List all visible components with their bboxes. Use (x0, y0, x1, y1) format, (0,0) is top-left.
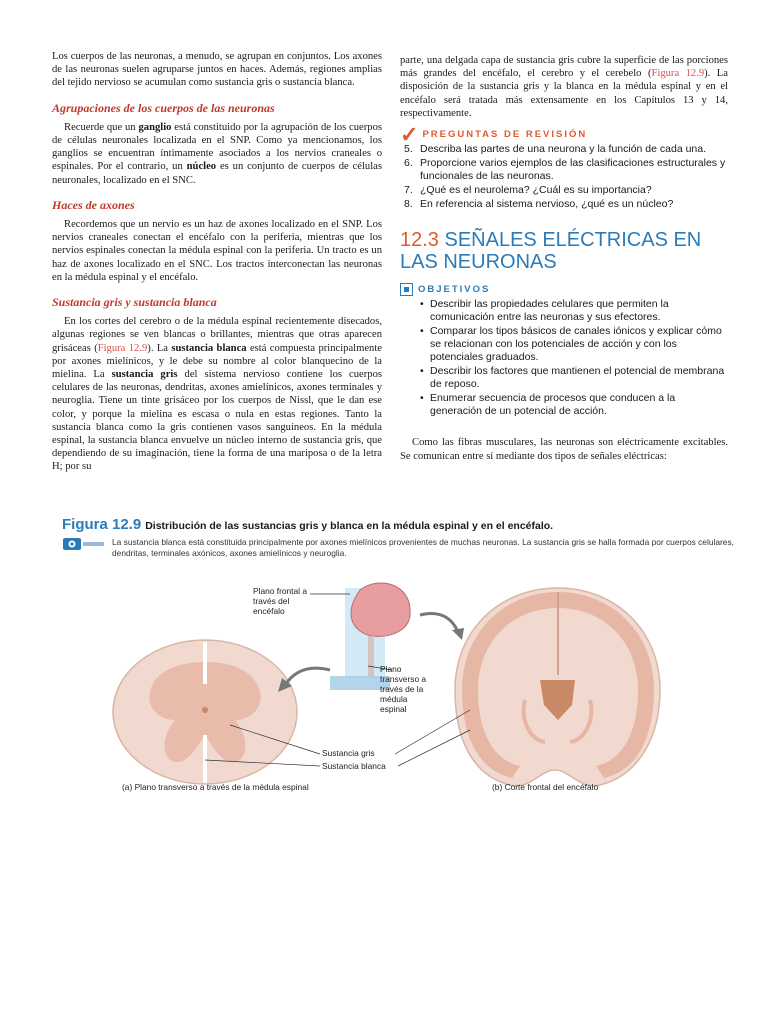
review-questions-heading: ✓ PREGUNTAS DE REVISIÓN (400, 122, 588, 148)
list-item: • Comparar los tipos básicos de canales iónicos y explicar cómo se relacionan con los potenciales de acción y con los potenciales graduados. (430, 325, 728, 364)
objectives-list (400, 298, 728, 418)
section-title: 12.3 SEÑALES ELÉCTRICAS EN LAS NEURONAS (400, 229, 702, 274)
list-item: Proporcione varios ejemplos de las clasificaciones estructurales y funcionales de las neuronas. (420, 157, 726, 183)
section-intro-paragraph: Como las fibras musculares, las neuronas son eléctricamente excitables. Se comunican entre sí mediante dos tipos de señales eléctricas: (400, 437, 728, 462)
section-heading-sustancia: Sustancia gris y sustancia blanca (52, 295, 217, 310)
arrow-to-spinal-cord-icon (285, 668, 330, 685)
label-gray-matter: Sustancia gris (322, 748, 375, 758)
section-heading-ganglios: Agrupaciones de los cuerpos de las neuronas (52, 100, 275, 115)
paragraph-haces: Recordemos que un nervio es un haz de axones localizado en el SNP. Los nervios craneales conectan el encéfalo con la periferia, mientras que los nervios espinales conectan la médula espinal con la periferia. Un tracto es un haz de axones localizado en el SNC. Los tractos interconectan las neuronas en la médula espinal y el encéfalo. (52, 219, 382, 283)
left-column (52, 50, 382, 482)
label-transverse-plane: Plano transverso a través de la médula espinal (380, 664, 427, 714)
figure-reference-link[interactable]: Figura 12.9 (651, 68, 705, 80)
label-frontal-plane: Plano frontal a través del encéfalo (253, 586, 308, 616)
figure-reference-link[interactable]: Figura 12.9 (97, 342, 148, 354)
paragraph-sustancia: En los cortes del cerebro o de la médula espinal recientemente disecados, algunas regiones se ven blancas o brillantes, mientras que otras aparecen grisáceas (Figura 12.9). La sustancia blanca está compuesta principalmente por axones mielínicos, y le debe su nombre al color blanquecino de la mielina. La sustancia gris del sistema nervioso contiene los cuerpos celulares de las neuronas, dendritas, axones amielínicos, axones terminales y neuroglia. Tiene un tinte grisáceo por los cuerpos de Nissl, que le dan ese color, y porque la mielina es escasa o nula en estas regiones. Tanto la sustancia blanca como la gris contienen vasos sanguíneos. En la médula espinal, la sustancia blanca envuelve un núcleo interno de sustancia gris, que dependiendo de su imaginación, tiene la forma de una mariposa o de la letra H; por su (52, 316, 382, 473)
section-heading-haces: Haces de axones (52, 197, 135, 212)
figure-illustration (0, 570, 768, 810)
spinal-cord-section (113, 640, 297, 784)
right-column (400, 54, 728, 471)
list-item: Describa las partes de una neurona y la función de cada una. (420, 143, 707, 156)
review-questions-list (400, 143, 728, 211)
continuation-paragraph: parte, una delgada capa de sustancia gris cubre la superficie de las porciones más grandes del encéfalo, el cerebro y el cerebelo (Figura 12.9). La disposición de la sustancia gris y la blanca en la médula espinal y en el encéfalo será tratada más extensamente en los Capítulos 13 y 14, respectivamente. (400, 55, 728, 119)
objectives-icon (400, 283, 413, 296)
brain-frontal-section (455, 588, 660, 786)
figure-title: Figura 12.9 Distribución de las sustancias gris y blanca en la médula espinal y en el encéfalo. (62, 516, 554, 533)
label-white-matter: Sustancia blanca (322, 761, 386, 771)
list-item: ¿Qué es el neurolema? ¿Cuál es su importancia? (420, 184, 652, 197)
arrow-to-brain-icon (420, 614, 458, 632)
list-item: • Describir los factores que mantienen el potencial de membrana de reposo. (430, 365, 728, 391)
paragraph-ganglios: Recuerde que un ganglio está constituido por la agrupación de los cuerpos de células neuronales localizada en el SNP. Como ya mencionamos, los ganglios se encuentran íntimamente asociados a los nervios craneales o espinales. Por el contrario, un núcleo es un conjunto de cuerpos de células neuronales, localizado en el SNC. (52, 121, 382, 186)
list-item: • Describir las propiedades celulares que permiten la comunicación entre las neuronas y sus efectores. (430, 298, 728, 324)
objectives-heading: OBJETIVOS (400, 283, 728, 296)
list-item: En referencia al sistema nervioso, ¿qué es un núcleo? (420, 198, 674, 211)
intro-paragraph: Los cuerpos de las neuronas, a menudo, se agrupan en conjuntos. Los axones de las neuronas suelen agruparse juntos en haces. Además, regiones amplias del tejido nervioso se acumulan como sustancia gris o sustancia blanca. (52, 51, 382, 89)
key-concept-icon (62, 537, 106, 551)
list-item: • Enumerar secuencia de procesos que conducen a la generación de un potencial de acción. (430, 392, 728, 418)
figure-caption (62, 516, 742, 559)
caption-spinal-cord: (a) Plano transverso a través de la médula espinal (122, 782, 309, 792)
caption-brain: (b) Corte frontal del encéfalo (492, 782, 599, 792)
checkmark-icon: ✓ (400, 122, 419, 148)
figure-description: La sustancia blanca está constituida principalmente por axones mielínicos provenientes de muchas neuronas. La sustancia gris se halla formada por cuerpos celulares, dendritas, terminales axónicos, axones amielínicos y neuroglia. (112, 537, 734, 558)
